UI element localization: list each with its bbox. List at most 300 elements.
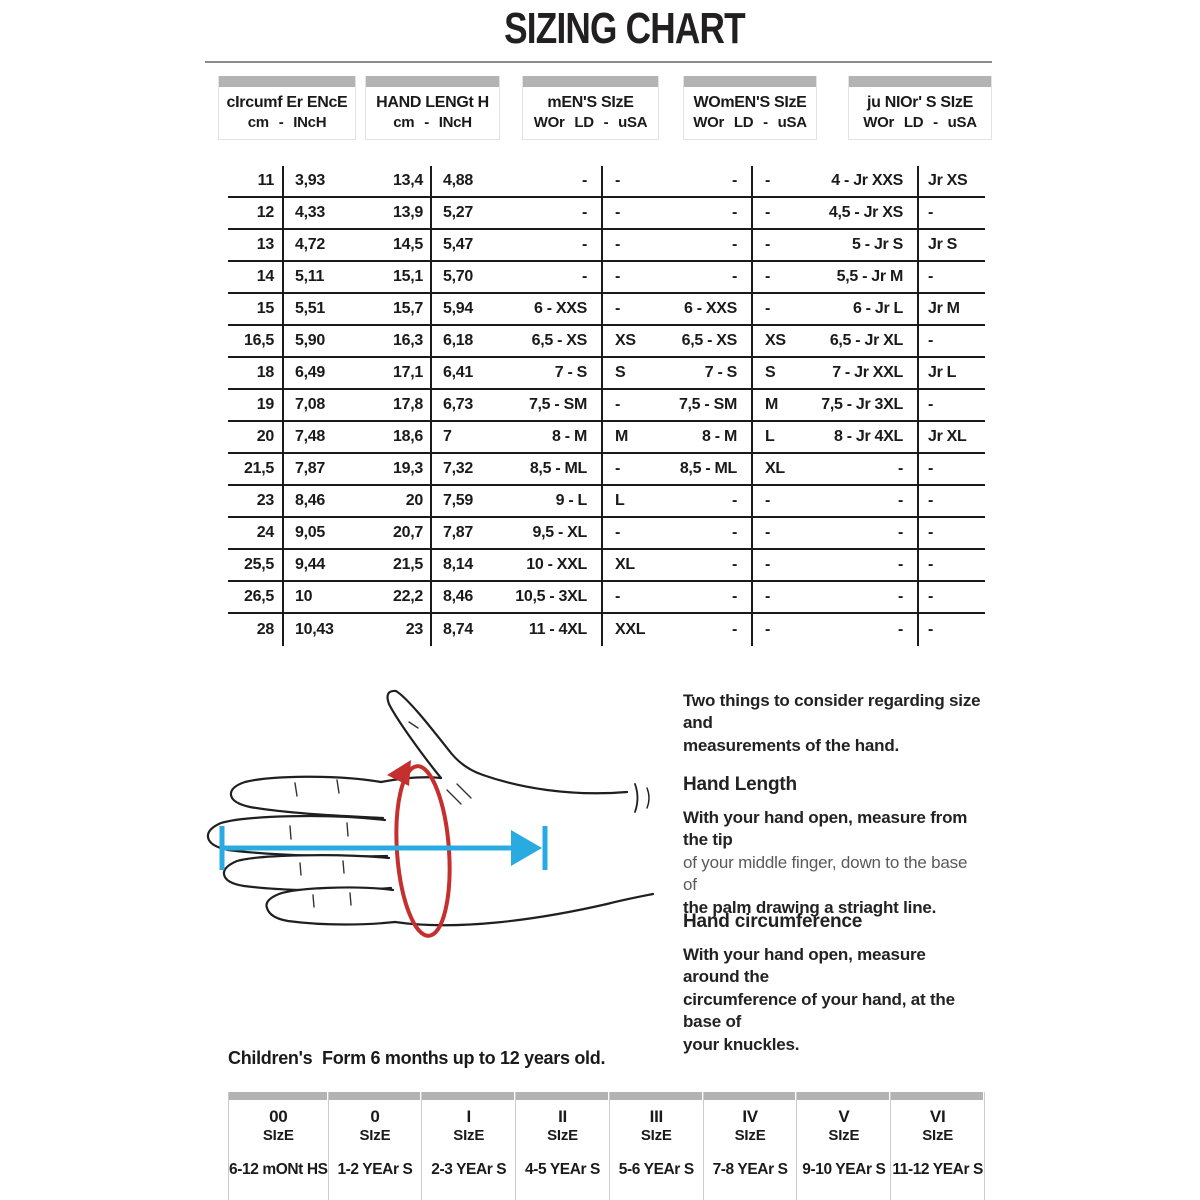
- cell-circumference_cm: [228, 358, 284, 388]
- children-size-column: [516, 1092, 610, 1200]
- cell-hand_length_inch: [432, 294, 603, 324]
- group-header-units: cm - INcH: [247, 114, 327, 131]
- value-juniors_world: 5,5 - Jr M: [836, 268, 903, 285]
- cell-womens_usa: [753, 198, 919, 228]
- cell-circumference_cm: [228, 390, 284, 420]
- cell-circumference_inch: [284, 454, 432, 484]
- value-mens_world: 7,5 - SM: [528, 396, 587, 413]
- value-womens_usa: -: [765, 204, 771, 221]
- children-column-bar: [610, 1092, 702, 1100]
- value-circumference_inch: 8,46: [295, 492, 325, 509]
- circumference-note: [683, 944, 983, 1056]
- value-womens_world: -: [731, 236, 737, 253]
- cell-womens_usa: [753, 486, 919, 516]
- cell-womens_usa: [753, 614, 919, 646]
- value-juniors_usa: -: [928, 396, 934, 413]
- value-juniors_world: 4 - Jr XXS: [831, 172, 903, 189]
- hand-length-note: [683, 807, 983, 919]
- cell-womens_usa: [753, 166, 919, 196]
- value-juniors_usa: Jr S: [928, 236, 958, 253]
- cell-hand_length_inch: [432, 422, 603, 452]
- children-size-column: [228, 1092, 329, 1200]
- value-mens_world: 11 - 4XL: [528, 621, 587, 638]
- value-juniors_world: 8 - Jr 4XL: [833, 428, 903, 445]
- table-row: [228, 358, 985, 390]
- value-womens_world: 7 - S: [704, 364, 737, 381]
- children-size-label: II: [558, 1107, 567, 1126]
- value-juniors_world: 5 - Jr S: [852, 236, 903, 253]
- cell-circumference_inch: [284, 230, 432, 260]
- cell-circumference_cm: [228, 486, 284, 516]
- cell-mens_usa: [603, 422, 753, 452]
- value-hand_length_cm: 21,5: [393, 556, 423, 573]
- value-juniors_world: -: [897, 621, 903, 638]
- value-juniors_usa: Jr XL: [928, 428, 967, 445]
- value-juniors_usa: -: [928, 268, 934, 285]
- cell-mens_usa: [603, 390, 753, 420]
- cell-circumference_inch: [284, 582, 432, 612]
- children-size-column: [422, 1092, 516, 1200]
- cell-juniors_usa: [919, 230, 985, 260]
- cell-hand_length_inch: [432, 230, 603, 260]
- value-hand_length_inch: 6,18: [443, 332, 473, 349]
- value-mens_usa: XXL: [615, 621, 646, 638]
- value-hand_length_cm: 14,5: [393, 236, 423, 253]
- group-header-bar: [366, 76, 499, 87]
- value-womens_usa: -: [765, 300, 771, 317]
- value-circumference_cm: 12: [256, 204, 274, 221]
- value-hand_length_cm: 15,1: [393, 268, 423, 285]
- value-juniors_world: 7,5 - Jr 3XL: [821, 396, 903, 413]
- children-column-bar: [422, 1092, 514, 1100]
- value-mens_usa: -: [615, 460, 621, 477]
- table-row: [228, 390, 985, 422]
- value-hand_length_cm: 17,8: [393, 396, 423, 413]
- value-circumference_cm: 24: [256, 524, 274, 541]
- cell-juniors_usa: [919, 358, 985, 388]
- table-row: [228, 326, 985, 358]
- value-hand_length_cm: 18,6: [393, 428, 423, 445]
- cell-womens_usa: [753, 326, 919, 356]
- cell-circumference_cm: [228, 326, 284, 356]
- value-womens_usa: -: [765, 236, 771, 253]
- page-title: [24, 4, 1200, 54]
- value-circumference_inch: 9,44: [295, 556, 325, 573]
- value-womens_world: 8 - M: [702, 428, 737, 445]
- value-womens_world: 7,5 - SM: [678, 396, 737, 413]
- cell-circumference_cm: [228, 166, 284, 196]
- value-womens_usa: -: [765, 588, 771, 605]
- value-circumference_cm: 21,5: [244, 460, 274, 477]
- value-circumference_inch: 10,43: [295, 621, 334, 638]
- children-size-label: VI: [929, 1107, 946, 1126]
- cell-hand_length_inch: [432, 358, 603, 388]
- value-juniors_usa: Jr M: [928, 300, 960, 317]
- table-row: [228, 230, 985, 262]
- cell-juniors_usa: [919, 198, 985, 228]
- children-size-label: IV: [742, 1107, 758, 1126]
- cell-womens_usa: [753, 390, 919, 420]
- cell-hand_length_inch: [432, 198, 603, 228]
- cell-circumference_inch: [284, 198, 432, 228]
- children-size-word: SIzE: [922, 1126, 954, 1144]
- value-juniors_usa: -: [928, 556, 934, 573]
- value-hand_length_inch: 7,59: [443, 492, 473, 509]
- value-mens_world: 6 - XXS: [533, 300, 587, 317]
- value-juniors_usa: Jr XS: [928, 172, 968, 189]
- hand-length-line3: the palm drawing a striaght line.: [683, 897, 937, 917]
- value-hand_length_cm: 16,3: [393, 332, 423, 349]
- children-size-column: [704, 1092, 798, 1200]
- children-size-label: V: [838, 1107, 850, 1126]
- group-header-bar: [849, 76, 991, 87]
- table-row: [228, 582, 985, 614]
- cell-mens_usa: [603, 198, 753, 228]
- children-size-word: SIzE: [547, 1126, 578, 1144]
- cell-womens_usa: [753, 358, 919, 388]
- group-header-hand: [365, 76, 500, 140]
- value-hand_length_cm: 13,4: [393, 172, 423, 189]
- group-header-units: WOr LD - uSA: [693, 114, 807, 131]
- children-size-label: I: [466, 1107, 471, 1126]
- children-size-column: [610, 1092, 704, 1200]
- value-juniors_world: 4,5 - Jr XS: [828, 204, 903, 221]
- value-womens_usa: -: [765, 621, 771, 638]
- value-womens_world: -: [731, 172, 737, 189]
- value-mens_world: 8 - M: [552, 428, 587, 445]
- value-juniors_usa: -: [928, 204, 934, 221]
- group-header-circumference: [218, 76, 356, 140]
- cell-hand_length_inch: [432, 326, 603, 356]
- value-circumference_inch: 4,33: [295, 204, 325, 221]
- table-row: [228, 262, 985, 294]
- hand-sketch: [208, 691, 653, 925]
- value-mens_usa: -: [615, 588, 621, 605]
- circumference-line1: With your hand open, measure around the: [683, 945, 926, 987]
- value-womens_world: -: [731, 492, 737, 509]
- value-circumference_cm: 26,5: [244, 588, 274, 605]
- value-mens_world: 7 - S: [554, 364, 587, 381]
- value-juniors_usa: -: [928, 621, 934, 638]
- intro-note: [683, 690, 983, 757]
- cell-circumference_cm: [228, 454, 284, 484]
- value-hand_length_inch: 7,87: [443, 524, 473, 541]
- children-column-bar: [891, 1092, 983, 1100]
- cell-circumference_inch: [284, 262, 432, 292]
- value-circumference_cm: 13: [256, 236, 274, 253]
- value-circumference_inch: 7,87: [295, 460, 325, 477]
- cell-juniors_usa: [919, 262, 985, 292]
- cell-hand_length_inch: [432, 390, 603, 420]
- value-womens_world: -: [731, 556, 737, 573]
- value-circumference_cm: 14: [256, 268, 274, 285]
- hand-illustration: [195, 680, 665, 1010]
- cell-mens_usa: [603, 230, 753, 260]
- value-circumference_cm: 23: [256, 492, 274, 509]
- children-age-label: 4-5 YEAr S: [525, 1160, 600, 1178]
- value-hand_length_inch: 5,70: [443, 268, 473, 285]
- cell-mens_usa: [603, 262, 753, 292]
- value-circumference_inch: 7,08: [295, 396, 325, 413]
- table-row: [228, 486, 985, 518]
- value-womens_usa: -: [765, 524, 771, 541]
- intro-note-line2: measurements of the hand.: [683, 735, 900, 755]
- cell-hand_length_inch: [432, 262, 603, 292]
- cell-mens_usa: [603, 166, 753, 196]
- cell-hand_length_inch: [432, 582, 603, 612]
- value-juniors_world: 6,5 - Jr XL: [829, 332, 903, 349]
- value-mens_usa: -: [615, 300, 621, 317]
- cell-circumference_inch: [284, 166, 432, 196]
- cell-circumference_inch: [284, 614, 432, 646]
- cell-womens_usa: [753, 518, 919, 548]
- cell-mens_usa: [603, 486, 753, 516]
- value-mens_usa: -: [615, 268, 621, 285]
- value-circumference_cm: 20: [256, 428, 274, 445]
- page-title-text: SIZING CHART: [503, 4, 745, 53]
- cell-circumference_inch: [284, 486, 432, 516]
- value-womens_world: 6,5 - XS: [681, 332, 737, 349]
- cell-circumference_inch: [284, 390, 432, 420]
- cell-circumference_cm: [228, 422, 284, 452]
- value-hand_length_cm: 19,3: [393, 460, 423, 477]
- circumference-line2: circumference of your hand, at the base of: [683, 989, 955, 1032]
- value-mens_world: 9,5 - XL: [532, 524, 587, 541]
- children-size-word: SIzE: [453, 1126, 485, 1144]
- table-row: [228, 614, 985, 646]
- value-womens_usa: -: [765, 492, 771, 509]
- value-circumference_inch: 4,72: [295, 236, 325, 253]
- cell-circumference_cm: [228, 262, 284, 292]
- value-hand_length_cm: 20: [405, 492, 423, 509]
- value-hand_length_inch: 7: [443, 428, 452, 445]
- value-hand_length_cm: 15,7: [393, 300, 423, 317]
- cell-juniors_usa: [919, 582, 985, 612]
- value-circumference_inch: 10: [295, 588, 313, 605]
- value-womens_usa: -: [765, 556, 771, 573]
- value-womens_world: 8,5 - ML: [679, 460, 737, 477]
- cell-hand_length_inch: [432, 454, 603, 484]
- value-mens_usa: -: [615, 396, 621, 413]
- value-womens_usa: -: [765, 172, 771, 189]
- value-hand_length_cm: 17,1: [393, 364, 423, 381]
- value-mens_usa: -: [615, 204, 621, 221]
- cell-juniors_usa: [919, 550, 985, 580]
- children-age-label: 9-10 YEAr S: [802, 1160, 886, 1178]
- children-age-label: 7-8 YEAr S: [712, 1160, 788, 1178]
- value-circumference_inch: 7,48: [295, 428, 325, 445]
- value-circumference_inch: 9,05: [295, 524, 325, 541]
- value-womens_usa: XL: [765, 460, 785, 477]
- cell-mens_usa: [603, 454, 753, 484]
- children-size-label: 0: [370, 1107, 380, 1126]
- cell-juniors_usa: [919, 326, 985, 356]
- cell-circumference_inch: [284, 326, 432, 356]
- children-size-column: [797, 1092, 891, 1200]
- cell-juniors_usa: [919, 422, 985, 452]
- table-row: [228, 294, 985, 326]
- value-mens_world: -: [581, 204, 587, 221]
- cell-juniors_usa: [919, 166, 985, 196]
- value-mens_usa: XS: [615, 332, 636, 349]
- value-juniors_world: -: [897, 460, 903, 477]
- value-juniors_world: -: [897, 492, 903, 509]
- cell-mens_usa: [603, 518, 753, 548]
- group-header-juniors: [848, 76, 992, 140]
- value-womens_usa: S: [765, 364, 776, 381]
- cell-juniors_usa: [919, 390, 985, 420]
- hand-length-line1: With your hand open, measure from the tip: [683, 808, 968, 850]
- value-hand_length_cm: 13,9: [393, 204, 423, 221]
- children-age-label: 1-2 YEAr S: [337, 1160, 413, 1178]
- value-womens_usa: M: [765, 396, 779, 413]
- value-circumference_inch: 6,49: [295, 364, 325, 381]
- cell-circumference_cm: [228, 198, 284, 228]
- value-juniors_usa: -: [928, 492, 934, 509]
- value-mens_world: -: [581, 236, 587, 253]
- group-header-bar: [523, 76, 658, 87]
- table-row: [228, 166, 985, 198]
- value-hand_length_cm: 22,2: [393, 588, 423, 605]
- cell-circumference_cm: [228, 518, 284, 548]
- cell-juniors_usa: [919, 294, 985, 324]
- cell-mens_usa: [603, 326, 753, 356]
- children-column-bar: [797, 1092, 889, 1100]
- value-mens_world: -: [581, 268, 587, 285]
- value-hand_length_inch: 6,73: [443, 396, 473, 413]
- group-header-units: WOr LD - uSA: [863, 114, 977, 131]
- value-mens_world: 10,5 - 3XL: [515, 588, 587, 605]
- cell-womens_usa: [753, 262, 919, 292]
- value-mens_usa: L: [615, 492, 625, 509]
- group-header-title: ju NIOr' S SIzE: [867, 94, 973, 111]
- cell-womens_usa: [753, 550, 919, 580]
- value-womens_usa: -: [765, 268, 771, 285]
- children-size-column: [891, 1092, 985, 1200]
- hand-length-line2: of your middle finger, down to the base of: [683, 852, 968, 895]
- value-mens_world: 10 - XXL: [526, 556, 587, 573]
- value-mens_usa: S: [615, 364, 626, 381]
- table-row: [228, 454, 985, 486]
- value-womens_world: -: [731, 268, 737, 285]
- cell-womens_usa: [753, 454, 919, 484]
- table-row: [228, 518, 985, 550]
- group-header-title: WOmEN'S SIzE: [693, 94, 807, 111]
- cell-juniors_usa: [919, 518, 985, 548]
- value-mens_usa: M: [615, 428, 629, 445]
- intro-note-line1: Two things to consider regarding size and: [683, 691, 981, 733]
- value-juniors_usa: -: [928, 588, 934, 605]
- value-juniors_usa: Jr L: [928, 364, 957, 381]
- circumference-line3: your knuckles.: [683, 1034, 800, 1054]
- value-mens_world: -: [581, 172, 587, 189]
- cell-circumference_cm: [228, 614, 284, 646]
- value-juniors_world: 6 - Jr L: [852, 300, 903, 317]
- group-header-title: mEN'S SIzE: [547, 94, 634, 111]
- value-womens_usa: L: [765, 428, 775, 445]
- children-size-word: SIzE: [640, 1126, 672, 1144]
- value-hand_length_inch: 4,88: [443, 172, 473, 189]
- value-circumference_cm: 16,5: [244, 332, 274, 349]
- value-circumference_cm: 18: [256, 364, 274, 381]
- cell-hand_length_inch: [432, 166, 603, 196]
- children-age-label: 5-6 YEAr S: [618, 1160, 694, 1178]
- cell-circumference_cm: [228, 230, 284, 260]
- cell-hand_length_inch: [432, 550, 603, 580]
- cell-hand_length_inch: [432, 518, 603, 548]
- cell-hand_length_inch: [432, 614, 603, 646]
- cell-mens_usa: [603, 358, 753, 388]
- value-womens_world: -: [731, 524, 737, 541]
- value-juniors_world: 7 - Jr XXL: [832, 364, 903, 381]
- cell-mens_usa: [603, 550, 753, 580]
- children-size-word: SIzE: [828, 1126, 860, 1144]
- group-header-title: cIrcumf Er ENcE: [226, 94, 348, 111]
- value-hand_length_inch: 8,74: [443, 621, 473, 638]
- cell-mens_usa: [603, 294, 753, 324]
- children-column-bar: [229, 1092, 327, 1100]
- value-womens_world: -: [731, 204, 737, 221]
- value-mens_world: 9 - L: [555, 492, 587, 509]
- children-size-word: SIzE: [734, 1126, 766, 1144]
- cell-juniors_usa: [919, 614, 985, 646]
- cell-mens_usa: [603, 582, 753, 612]
- cell-womens_usa: [753, 294, 919, 324]
- value-mens_usa: -: [615, 172, 621, 189]
- value-hand_length_inch: 8,46: [443, 588, 473, 605]
- value-womens_usa: XS: [765, 332, 786, 349]
- sizing-table: [228, 166, 985, 646]
- value-juniors_world: -: [897, 524, 903, 541]
- title-divider: [205, 61, 992, 63]
- cell-circumference_inch: [284, 550, 432, 580]
- value-juniors_usa: -: [928, 524, 934, 541]
- cell-hand_length_inch: [432, 486, 603, 516]
- cell-circumference_inch: [284, 358, 432, 388]
- group-header-womens: [683, 76, 817, 140]
- cell-juniors_usa: [919, 454, 985, 484]
- value-hand_length_inch: 5,47: [443, 236, 473, 253]
- children-size-label: 00: [269, 1107, 288, 1126]
- value-circumference_inch: 5,11: [295, 268, 325, 285]
- cell-circumference_inch: [284, 518, 432, 548]
- value-hand_length_cm: 23: [405, 621, 423, 638]
- children-column-bar: [329, 1092, 421, 1100]
- value-womens_world: 6 - XXS: [683, 300, 737, 317]
- value-circumference_inch: 3,93: [295, 172, 325, 189]
- table-row: [228, 550, 985, 582]
- value-circumference_cm: 11: [257, 172, 274, 189]
- value-mens_usa: -: [615, 236, 621, 253]
- value-mens_world: 6,5 - XS: [531, 332, 587, 349]
- group-header-bar: [219, 76, 355, 87]
- cell-juniors_usa: [919, 486, 985, 516]
- value-circumference_cm: 28: [256, 621, 274, 638]
- table-row: [228, 422, 985, 454]
- children-column-bar: [516, 1092, 608, 1100]
- hand-length-heading: Hand Length: [683, 774, 797, 795]
- circumference-heading: Hand circumference: [683, 911, 863, 932]
- table-row: [228, 198, 985, 230]
- cell-mens_usa: [603, 614, 753, 646]
- group-header-bar: [684, 76, 816, 87]
- children-size-table: [228, 1092, 985, 1200]
- cell-circumference_cm: [228, 582, 284, 612]
- children-subtitle: Form 6 months up to 12 years old.: [322, 1048, 606, 1068]
- children-age-label: 11-12 YEAr S: [892, 1160, 983, 1178]
- group-header-mens: [522, 76, 659, 140]
- value-womens_world: -: [731, 588, 737, 605]
